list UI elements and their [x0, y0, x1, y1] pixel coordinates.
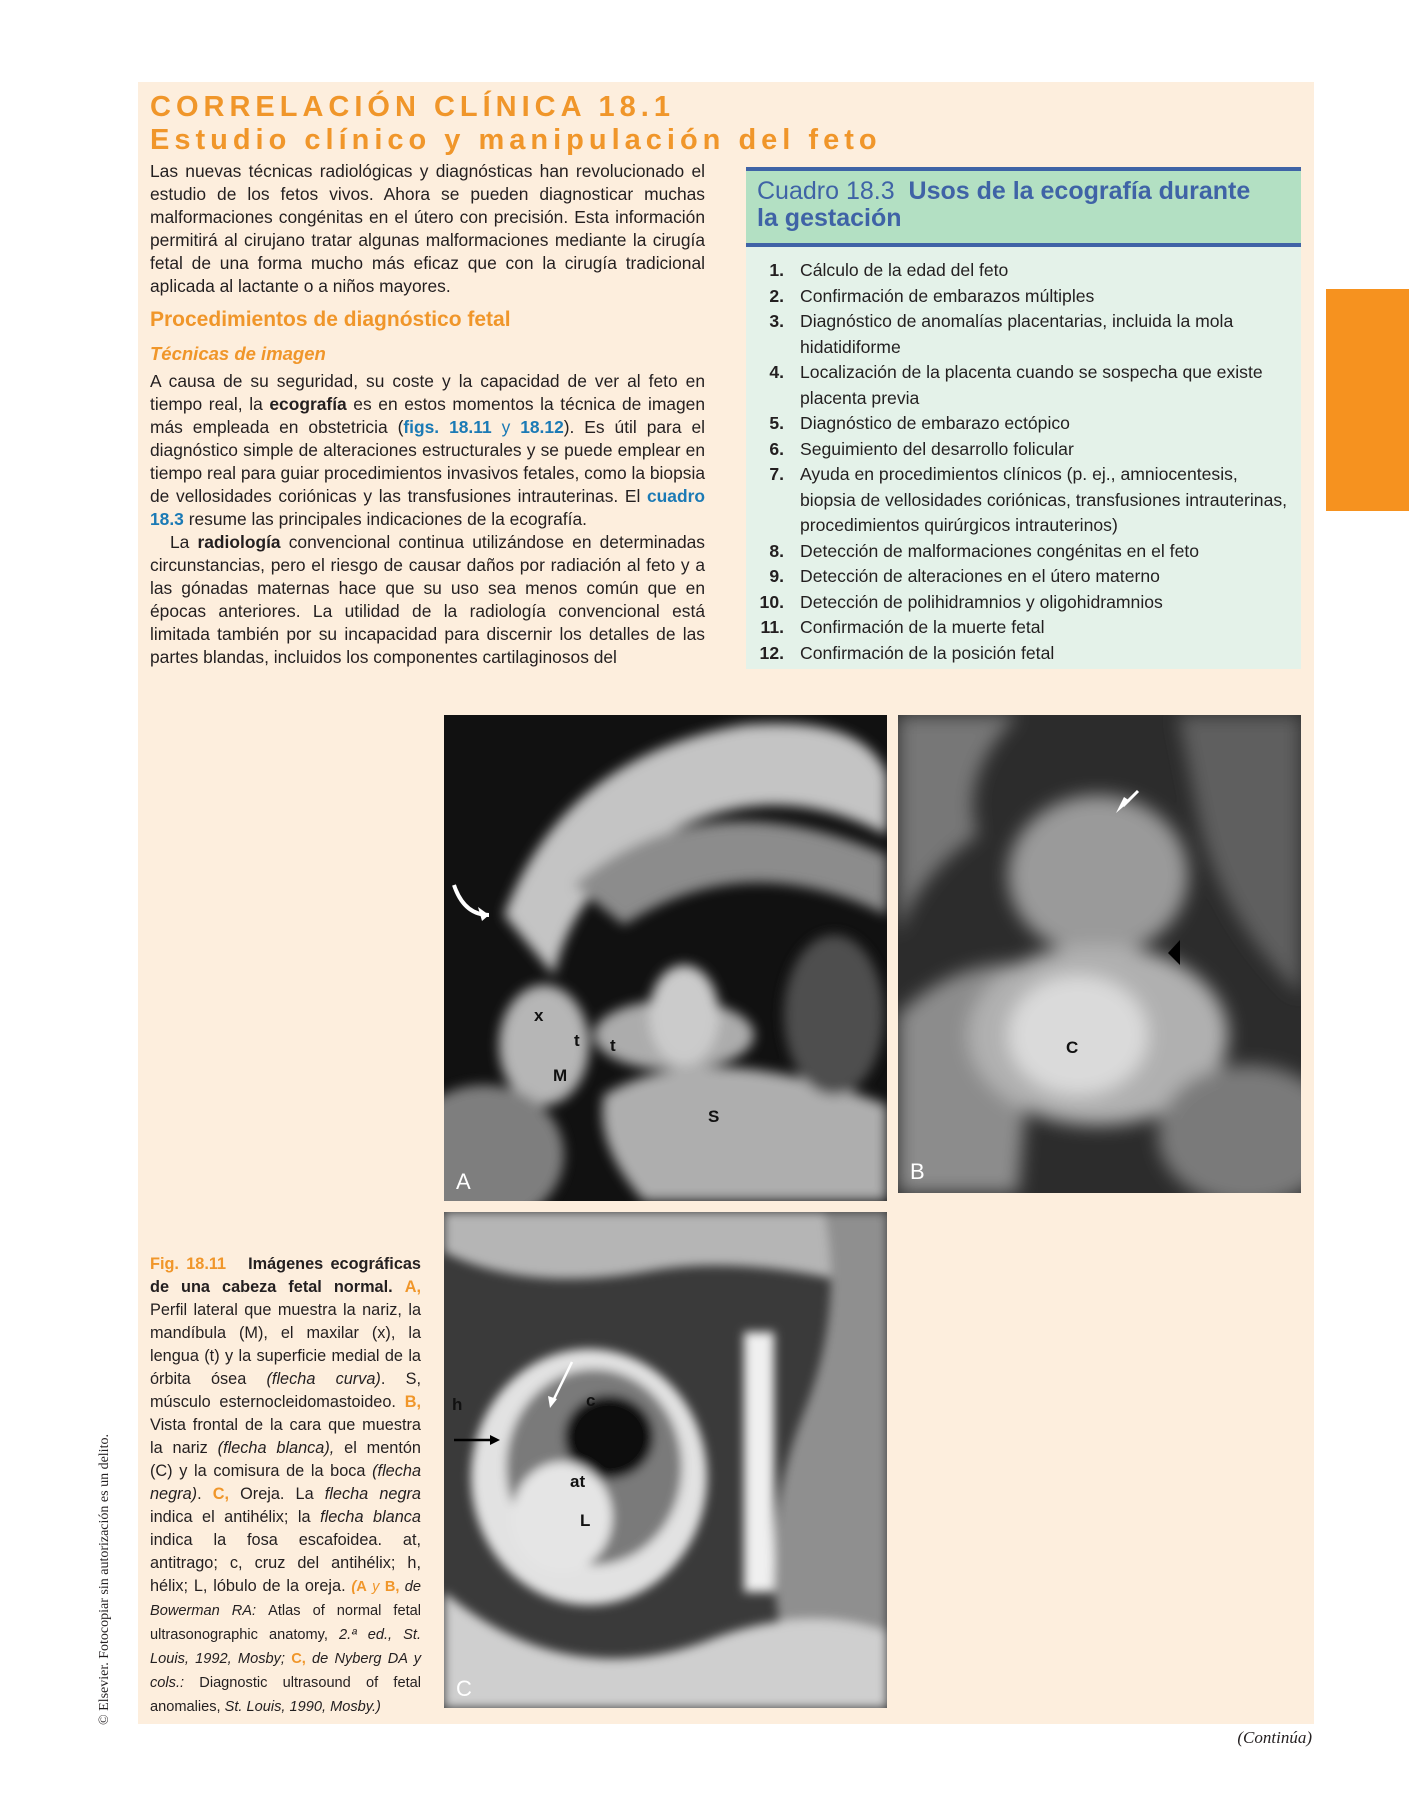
text-run: es en estos momentos la técnica de imagen más empleada en obstetricia ( [150, 394, 705, 437]
box-link-18-3[interactable]: cuadro 18.3 [150, 486, 705, 529]
bold-term-radiologia: radiología [197, 532, 281, 552]
list-item-text: Confirmación de la posición fetal [800, 642, 1055, 663]
box-list-item [746, 360, 1301, 411]
text-run: Diagnostic ultrasound of fetal anomalies, [150, 1675, 421, 1715]
list-item-number: 5. [769, 413, 784, 433]
figure-number: Fig. 18.11 [150, 1255, 227, 1273]
panel-letter-a: A, [404, 1278, 421, 1296]
text-run: 2.ª ed., St. Louis, 1992, Mosby; [150, 1627, 422, 1667]
text-run: ( [351, 1579, 357, 1595]
text-run: La [170, 532, 198, 552]
section-heading: Procedimientos de diagnóstico fetal [150, 308, 511, 331]
ultrasound-image-a [444, 715, 887, 1201]
list-item-text: Localización de la placenta cuando se sospecha que existe placenta previa [800, 362, 1263, 408]
box-list-item [746, 284, 1301, 310]
text-run: C, [291, 1651, 306, 1667]
box-title [757, 178, 1277, 232]
text-run: resume las principales indicaciones de la ecografía. [183, 509, 587, 529]
text-run: Oreja. La [229, 1485, 325, 1503]
copyright-notice: © Elsevier. Fotocopiar sin autorización es un delito. [97, 1434, 112, 1725]
text-run: de Nyberg DA y cols.: [150, 1651, 421, 1691]
text-run: . S, músculo esternocleidomastoideo. [150, 1370, 421, 1411]
list-item-text: Detección de malformaciones congénitas en el feto [800, 540, 1200, 561]
label-l: L [580, 1511, 591, 1530]
text-run: Vista frontal de la cara que muestra la nariz [150, 1416, 421, 1457]
list-item-text: Confirmación de embarazos múltiples [800, 285, 1095, 306]
text-run: convencional continua utilizándose en determinadas circunstancias, pero el riesgo de causar daños por radiación al feto y a las gónadas maternas hace que su uso sea menos común que en épocas anteriores. La utilidad de la radiología convencional está limitada también por su incapacidad para discernir los detalles de las partes blandas, incluidos los componentes cartilaginosos del [150, 532, 705, 667]
label-c: C [1066, 1038, 1079, 1057]
figure-source [150, 1579, 421, 1715]
intro-paragraph: Las nuevas técnicas radiológicas y diagnósticas han revolucionado el estudio de los fetos vivos. Ahora se pueden diagnosticar muchas malformaciones congénitas en el útero con precisión. Esta información permitirá al cirujano tratar algunas malformaciones mediante la cirugía fetal de una forma mucho más eficaz que con la cirugía tradicional aplicada al lactante o a niños mayores. [150, 161, 705, 296]
text-run: A causa de su seguridad, su coste y la capacidad de ver al feto en tiempo real, la [150, 371, 705, 414]
box-list-item [746, 411, 1301, 437]
text-run: B, [384, 1579, 400, 1595]
figure-caption [150, 1253, 421, 1719]
chapter-side-tab [1326, 289, 1409, 511]
box-list-item [746, 462, 1301, 539]
page-subtitle: Estudio clínico y manipulación del feto [150, 124, 882, 156]
list-item-number: 11. [760, 617, 784, 637]
body-paragraph-radiology [150, 531, 705, 669]
list-item-text: Detección de alteraciones en el útero materno [800, 566, 1160, 586]
continued-marker: (Continúa) [1237, 1728, 1312, 1747]
image-corner-label: C [456, 1676, 472, 1701]
list-item-number: 1. [769, 260, 784, 280]
list-item-number: 3. [769, 311, 784, 331]
figure-link-18-11[interactable]: figs. 18.11 [403, 417, 492, 437]
box-list-item [746, 309, 1301, 360]
list-item-number: 4. [769, 362, 784, 382]
label-at: at [570, 1472, 586, 1491]
panel-letter-c: C, [212, 1485, 229, 1503]
body-paragraph-ultrasound [150, 370, 705, 531]
ultrasound-image-b [898, 715, 1301, 1193]
list-item-text: Cálculo de la edad del feto [800, 260, 1009, 280]
text-run: y [366, 1579, 385, 1595]
box-list-item [746, 437, 1301, 463]
page-title: CORRELACIÓN CLÍNICA 18.1 [150, 91, 675, 123]
list-item-text: Ayuda en procedimientos clínicos (p. ej., amniocentesis, biopsia de vellosidades coriónicas, transfusiones intrauterinas, procedimientos quirúrgicos intrauterinos) [800, 464, 1288, 535]
text-run: indica el antihélix; la [150, 1508, 321, 1526]
text-run: el mentón (C) y la comisura de la boca [150, 1439, 421, 1480]
label-m: M [553, 1066, 568, 1085]
box-label: Cuadro 18.3 [757, 177, 895, 205]
box-list-item [746, 564, 1301, 590]
list-item-number: 9. [769, 566, 784, 586]
image-corner-label: B [910, 1159, 925, 1184]
box-list-item [746, 615, 1301, 641]
text-run: (flecha blanca), [217, 1439, 335, 1457]
text-run: indica la fosa escafoidea. at, antitrago; c, cruz del antihélix; h, hélix; L, lóbulo de la oreja. [150, 1531, 421, 1595]
label-h: h [452, 1395, 463, 1414]
list-item-number: 6. [769, 438, 784, 459]
figure-link-18-12[interactable]: 18.12 [520, 417, 564, 437]
box-uses-list [746, 258, 1301, 666]
box-list-item [746, 590, 1301, 616]
text-run: Perfil lateral que muestra la nariz, la mandíbula (M), el maxilar (x), la lengua (t) y la superficie medial de la órbita ósea [150, 1301, 421, 1388]
box-title-text: Usos de la ecografía durante la gestación [757, 177, 1251, 232]
list-item-number: 2. [769, 285, 784, 306]
label-t2: t [610, 1036, 616, 1055]
text-run: (flecha negra) [150, 1462, 421, 1503]
text-run: flecha negra [324, 1485, 421, 1503]
list-item-number: 12. [759, 642, 784, 663]
list-item-text: Diagnóstico de anomalías placentarias, incluida la mola hidatidiforme [800, 311, 1234, 357]
box-list-item [746, 258, 1301, 284]
text-run: A [356, 1579, 367, 1595]
list-item-number: 7. [769, 464, 784, 484]
image-corner-label: A [456, 1169, 471, 1194]
bold-term-ecografia: ecografía [269, 394, 347, 414]
list-item-text: Detección de polihidramnios y oligohidramnios [800, 591, 1163, 612]
ultrasound-image-c [444, 1212, 887, 1708]
subsection-heading: Técnicas de imagen [150, 343, 326, 364]
text-run: . [197, 1485, 213, 1503]
label-s: S [708, 1107, 720, 1126]
list-item-text: Seguimiento del desarrollo folicular [800, 438, 1074, 459]
box-list-item [746, 641, 1301, 667]
text-run: Atlas of normal fetal ultrasonographic anatomy, [150, 1603, 421, 1643]
text-run: y [491, 417, 521, 437]
text-run: ). Es útil para el diagnóstico simple de alteraciones estructurales y se puede emplear en tiempo real para guiar procedimientos invasivos fetales, como la biopsia de vellosidades coriónicas y las transfusiones intrauterinas. El [150, 417, 705, 506]
text-run: de Bowerman RA: [150, 1579, 421, 1619]
label-t1: t [574, 1031, 580, 1050]
text-run: St. Louis, 1990, Mosby.) [220, 1699, 381, 1715]
text-run: (flecha curva) [266, 1370, 381, 1388]
panel-letter-b: B, [404, 1393, 421, 1411]
label-x: x [534, 1006, 544, 1025]
figure-title: Imágenes ecográficas de una cabeza fetal normal. [150, 1255, 421, 1296]
list-item-number: 8. [769, 540, 784, 561]
list-item-text: Diagnóstico de embarazo ectópico [800, 413, 1070, 433]
box-list-item [746, 539, 1301, 565]
label-c: c [586, 1391, 596, 1410]
list-item-text: Confirmación de la muerte fetal [800, 617, 1045, 637]
list-item-number: 10. [759, 591, 784, 612]
text-run: flecha blanca [320, 1508, 421, 1526]
